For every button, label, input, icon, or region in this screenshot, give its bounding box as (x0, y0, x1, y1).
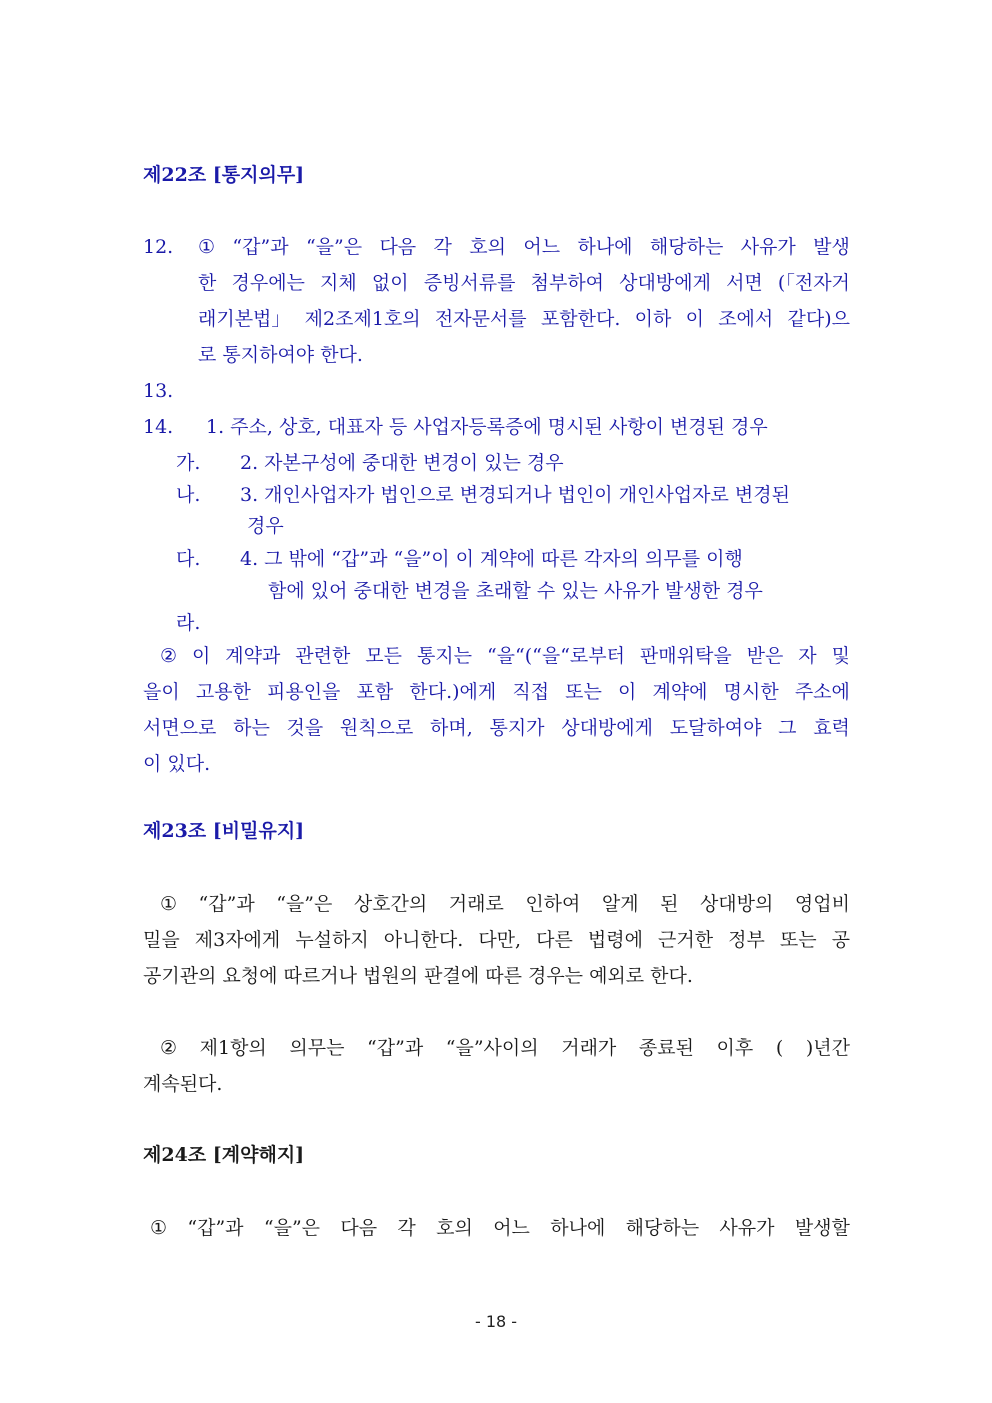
marker-ga: 가. (176, 452, 201, 474)
article-23-heading: 제23조 [비밀유지] (143, 820, 305, 842)
list-item-4-line2: 함에 있어 중대한 변경을 초래할 수 있는 사유가 발생한 경우 (268, 580, 763, 602)
list-item-3-line1: 3. 개인사업자가 법인으로 변경되거나 법인이 개인사업자로 변경된 (240, 484, 790, 506)
art22-para1-line3: 래기본법」 제2조제1호의 전자문서를 포함한다. 이하 이 조에서 같다)으 (198, 308, 850, 330)
marker-ra: 라. (176, 612, 201, 634)
art22-para1-line1: ① “갑”과 “을”은 다음 각 호의 어느 하나에 해당하는 사유가 발생 (198, 236, 850, 258)
art22-para2-line1: ② 이 계약과 관련한 모든 통지는 “을“(“을“로부터 판매위탁을 받은 자 및 (160, 645, 850, 667)
marker-na: 나. (176, 484, 201, 506)
article-24-heading: 제24조 [계약해지] (143, 1144, 305, 1166)
art23-para2-line2: 계속된다. (143, 1073, 223, 1095)
page-number: - 18 - (474, 1312, 518, 1331)
list-item-4-line1: 4. 그 밖에 “갑”과 “을”이 이 계약에 따른 각자의 의무를 이행 (240, 548, 743, 570)
list-item-3-line2: 경우 (247, 515, 284, 537)
art22-para1-line4: 로 통지하여야 한다. (198, 344, 363, 366)
art22-para2-line2: 을이 고용한 피용인을 포함 한다.)에게 직접 또는 이 계약에 명시한 주소에 (143, 681, 850, 703)
art23-para1-line2: 밀을 제3자에게 누설하지 아니한다. 다만, 다른 법령에 근거한 정부 또는 공 (143, 929, 850, 951)
number-14: 14. (143, 416, 174, 438)
art23-para1-line3: 공기관의 요청에 따르거나 법원의 판결에 따른 경우는 예외로 한다. (143, 965, 693, 987)
list-item-1: 1. 주소, 상호, 대표자 등 사업자등록증에 명시된 사항이 변경된 경우 (206, 416, 768, 438)
art23-para1-line1: ① “갑”과 “을”은 상호간의 거래로 인하여 알게 된 상대방의 영업비 (160, 893, 850, 915)
art22-para2-line4: 이 있다. (143, 753, 211, 775)
article-22-heading: 제22조 [통지의무] (143, 164, 305, 186)
art24-para1-line1: ① “갑”과 “을”은 다음 각 호의 어느 하나에 해당하는 사유가 발생할 (150, 1217, 850, 1239)
number-12: 12. (143, 236, 174, 258)
art23-para2-line1: ② 제1항의 의무는 “갑”과 “을”사이의 거래가 종료된 이후 ( )년간 (160, 1037, 850, 1059)
art22-para1-line2: 한 경우에는 지체 없이 증빙서류를 첨부하여 상대방에게 서면 (「전자거 (198, 272, 850, 294)
number-13: 13. (143, 380, 174, 402)
art22-para2-line3: 서면으로 하는 것을 원칙으로 하며, 통지가 상대방에게 도달하여야 그 효력 (143, 717, 850, 739)
marker-da: 다. (176, 548, 201, 570)
list-item-2: 2. 자본구성에 중대한 변경이 있는 경우 (240, 452, 564, 474)
